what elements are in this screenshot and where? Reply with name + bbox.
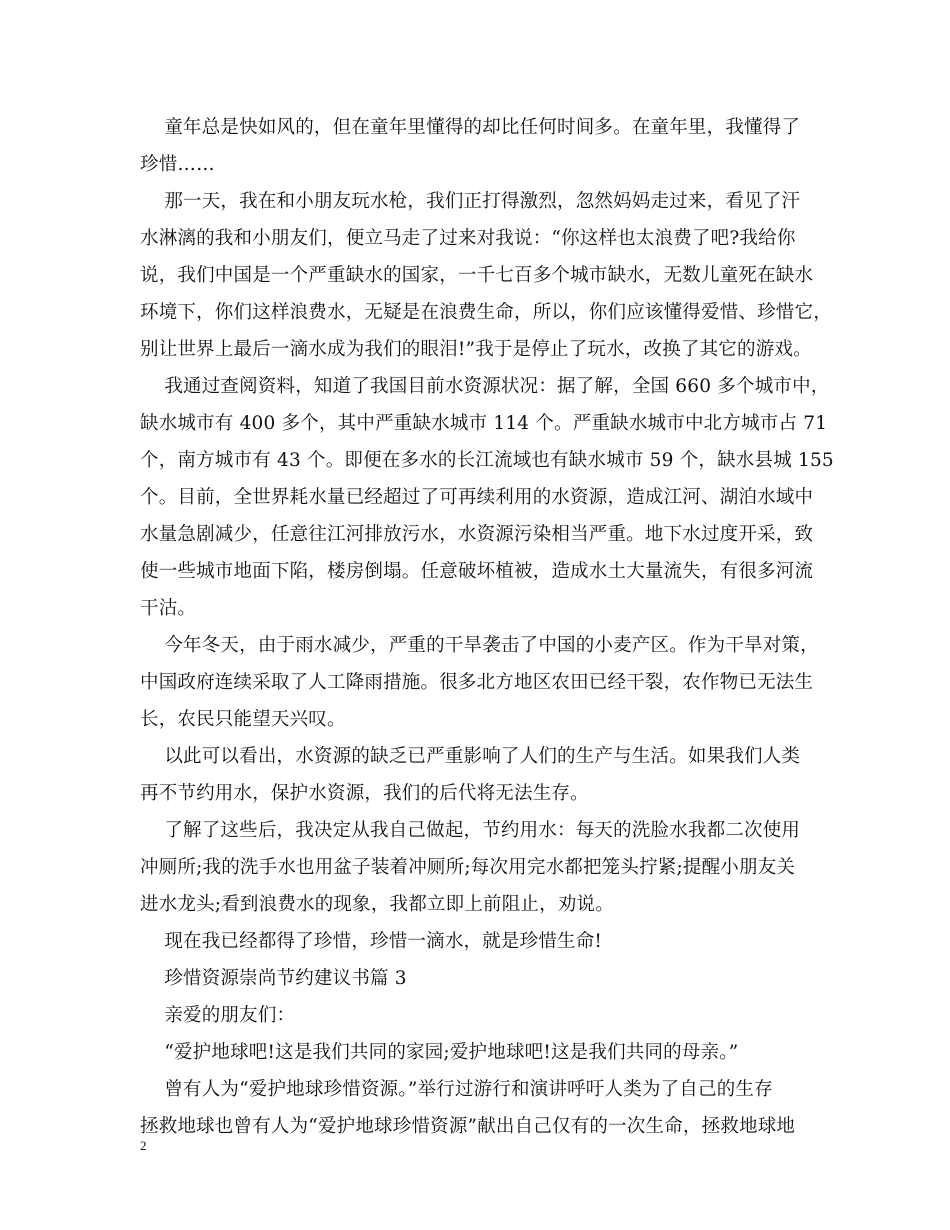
text-line: 再不节约用水，保护水资源，我们的后代将无法生存。 (140, 783, 589, 804)
text-line: 中国政府连续采取了人工降雨措施。很多北方地区农田已经干裂，农作物已无法生 (140, 672, 814, 693)
text-line: 冲厕所;我的洗手水也用盆子装着冲厕所;每次用完水都把笼头拧紧;提醒小朋友关 (140, 857, 796, 878)
text-line: 那一天，我在和小朋友玩水枪，我们正打得激烈，忽然妈妈走过来，看见了汗 (140, 191, 801, 212)
text-line: 珍惜…… (140, 154, 215, 175)
text-line: 水淋漓的我和小朋友们，便立马走了过来对我说：“你这样也太浪费了吧?我给你 (140, 228, 796, 249)
section-heading: 珍惜资源崇尚节约建议书篇 3 (140, 968, 407, 989)
text-line: 个，南方城市有 43 个。即便在多水的长江流域也有缺水城市 59 个，缺水县城 155 (140, 450, 834, 471)
text-line: 缺水城市有 400 多个，其中严重缺水城市 114 个。严重缺水城市中北方城市占 71 (140, 413, 828, 434)
text-line: 现在我已经都得了珍惜，珍惜一滴水，就是珍惜生命! (140, 931, 603, 952)
text-line: 使一些城市地面下陷，楼房倒塌。任意破坏植被，造成水土大量流失，有很多河流 (140, 561, 814, 582)
text-line: 别让世界上最后一滴水成为我们的眼泪!”我于是停止了玩水，改换了其它的游戏。 (140, 339, 812, 360)
text-line: 曾有人为“爱护地球珍惜资源。”举行过游行和演讲呼吁人类为了自己的生存 (140, 1079, 773, 1100)
salutation: 亲爱的朋友们： (140, 1005, 296, 1026)
text-line: 以此可以看出，水资源的缺乏已严重影响了人们的生产与生活。如果我们人类 (140, 746, 801, 767)
text-line: 水量急剧减少，任意往江河排放污水，水资源污染相当严重。地下水过度开采，致 (140, 524, 814, 545)
page-number: 2 (140, 1138, 147, 1153)
text-line: 长，农民只能望天兴叹。 (140, 709, 346, 730)
text-line: “爱护地球吧!这是我们共同的家园;爱护地球吧!这是我们共同的母亲。” (140, 1042, 739, 1063)
text-line: 童年总是快如风的，但在童年里懂得的却比任何时间多。在童年里，我懂得了 (140, 117, 801, 138)
text-line: 拯救地球也曾有人为“爱护地球珍惜资源”献出自己仅有的一次生命，拯救地球地 (140, 1116, 796, 1137)
text-line: 我通过查阅资料，知道了我国目前水资源状况：据了解，全国 660 多个城市中， (140, 376, 830, 397)
text-line: 说，我们中国是一个严重缺水的国家，一千七百多个城市缺水，无数儿童死在缺水 (140, 265, 814, 286)
text-line: 个。目前，全世界耗水量已经超过了可再续利用的水资源，造成江河、湖泊水域中 (140, 487, 814, 508)
text-line: 进水龙头;看到浪费水的现象，我都立即上前阻止，劝说。 (140, 894, 614, 915)
text-line: 了解了这些后，我决定从我自己做起，节约用水：每天的洗脸水我都二次使用 (140, 820, 801, 841)
text-line: 今年冬天，由于雨水减少，严重的干旱袭击了中国的小麦产区。作为干旱对策， (140, 635, 819, 656)
text-line: 环境下，你们这样浪费水，无疑是在浪费生命，所以，你们应该懂得爱惜、珍惜它， (140, 302, 832, 323)
text-line: 干沽。 (140, 598, 197, 619)
